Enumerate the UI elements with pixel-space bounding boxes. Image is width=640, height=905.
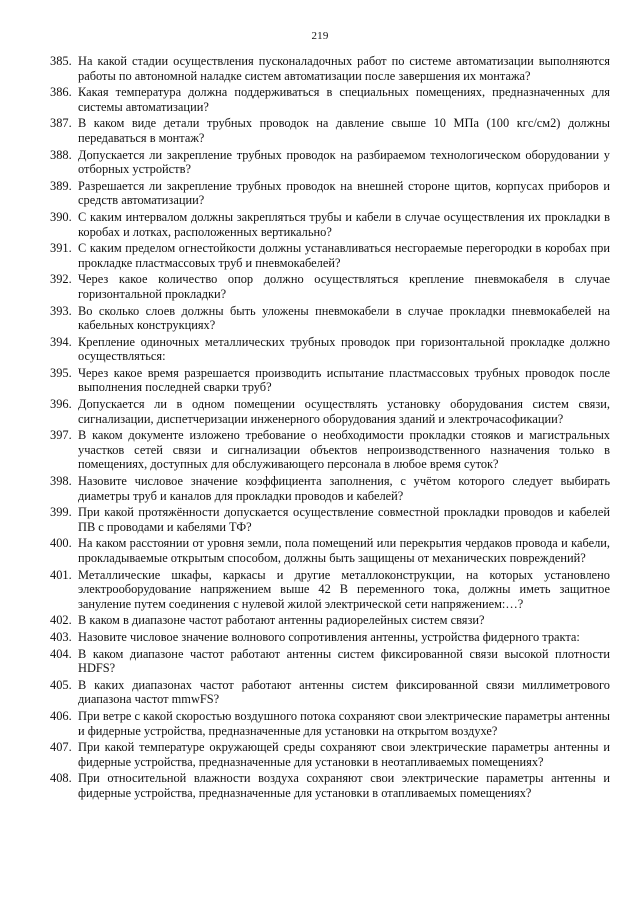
question-item	[50, 505, 610, 534]
question-number: 396.	[50, 397, 72, 412]
question-number: 400.	[50, 536, 72, 551]
question-text: Металлические шкафы, каркасы и другие металлоконструкции, на которых установлено электрооборудование напряжением выше 42 В переменного тока, должны иметь защитное зануление путем соединения с нулевой жилой электрической сети напряжением:…?	[78, 567, 610, 611]
question-number: 405.	[50, 677, 72, 692]
question-text: Во сколько слоев должны быть уложены пневмокабели в случае прокладки пневмокабелей на кабельных конструкциях?	[78, 303, 610, 333]
question-number: 407.	[50, 740, 72, 755]
question-number: 399.	[50, 505, 72, 520]
question-item	[50, 771, 610, 800]
question-item	[50, 179, 610, 208]
question-number: 387.	[50, 116, 72, 131]
question-text: При ветре с какой скоростью воздушного потока сохраняют свои электрические параметры антенны и фидерные устройства, предназначенные для установки на открытом воздухе?	[78, 708, 610, 738]
question-number: 390.	[50, 209, 72, 224]
question-item	[50, 54, 610, 83]
question-item	[50, 678, 610, 707]
question-item	[50, 304, 610, 333]
question-number: 397.	[50, 428, 72, 443]
question-text: В каком в диапазоне частот работают антенны радиорелейных систем связи?	[78, 613, 485, 628]
question-number: 391.	[50, 241, 72, 256]
page-number: 219	[311, 30, 329, 42]
question-number: 385.	[50, 54, 72, 68]
question-number: 398.	[50, 474, 72, 489]
question-number: 408.	[50, 771, 72, 786]
question-item	[50, 568, 610, 612]
question-text: В каком документе изложено требование о необходимости прокладки стояков и магистральных участков сетей связи и сигнализации объектов непроизводственного назначения только в помещениях, доступных для обслуживающего персонала в любое время суток?	[78, 428, 610, 472]
question-item	[50, 272, 610, 301]
question-number: 402.	[50, 613, 72, 628]
question-text: При какой температуре окружающей среды сохраняют свои электрические параметры антенны и фидерные устройства, предназначенные для установки в неотапливаемых помещениях?	[78, 740, 610, 769]
question-item	[50, 613, 610, 628]
question-text: При какой протяжённости допускается осуществление совместной прокладки проводов и кабелей ПВ с проводами и кабелями ТФ?	[78, 505, 610, 534]
question-text: Через какое время разрешается производить испытание пластмассовых трубных проводок после выполнения последней сварки труб?	[78, 365, 610, 395]
question-text: Какая температура должна поддерживаться в специальных помещениях, предназначенных для системы автоматизации?	[78, 85, 610, 114]
question-text: В каком диапазоне частот работают антенны систем фиксированной связи высокой плотности HDFS?	[78, 646, 610, 676]
question-item	[50, 428, 610, 472]
question-text: Крепление одиночных металлических трубных проводок при горизонтальной прокладке должно осуществляться:	[78, 334, 610, 364]
question-text: В каких диапазонах частот работают антенны систем фиксированной связи миллиметрового диапазона частот mmwFS?	[78, 677, 610, 707]
question-text: На какой стадии осуществления пусконаладочных работ по системе автоматизации выполняются работы по автономной наладке систем автоматизации после завершения их монтажа?	[78, 54, 610, 83]
question-text: С каким интервалом должны закрепляться трубы и кабели в случае осуществления их прокладки в коробах и лотках, расположенных вертикально?	[78, 209, 610, 239]
question-item	[50, 116, 610, 145]
question-item	[50, 740, 610, 769]
question-text: Назовите числовое значение коэффициента заполнения, с учётом которого следует выбирать диаметры труб и каналов для прокладки проводов и кабелей?	[78, 474, 610, 503]
question-item	[50, 85, 610, 114]
question-number: 386.	[50, 85, 72, 100]
question-number: 388.	[50, 147, 72, 162]
question-number: 401.	[50, 567, 72, 582]
question-number: 393.	[50, 303, 72, 318]
question-number: 392.	[50, 272, 72, 287]
question-text: С каким пределом огнестойкости должны устанавливаться несгораемые перегородки в коробах при прокладке пластмассовых труб и пневмокабелей?	[78, 241, 610, 270]
question-number: 404.	[50, 646, 72, 661]
question-text: Назовите числовое значение волнового сопротивления антенны, устройства фидерного тракта:	[78, 629, 580, 644]
question-number: 403.	[50, 629, 72, 644]
question-item	[50, 366, 610, 395]
question-item	[50, 536, 610, 565]
question-item	[50, 241, 610, 270]
question-item	[50, 709, 610, 738]
question-item	[50, 630, 610, 645]
question-text: Допускается ли в одном помещении осуществлять установку оборудования систем связи, сигнализации, диспетчеризации инженерного оборудования зданий и электрочасофикации?	[78, 397, 610, 426]
question-number: 389.	[50, 178, 72, 193]
question-item	[50, 397, 610, 426]
question-item	[50, 210, 610, 239]
question-text: В каком виде детали трубных проводок на давление свыше 10 МПа (100 кгс/см2) должны передаваться в монтаж?	[78, 116, 610, 145]
question-item	[50, 148, 610, 177]
question-number: 395.	[50, 365, 72, 380]
question-item	[50, 335, 610, 364]
question-text: При относительной влажности воздуха сохраняют свои электрические параметры антенны и фидерные устройства, предназначенные для установки в отапливаемых помещениях?	[78, 771, 610, 800]
question-number: 406.	[50, 708, 72, 723]
question-item	[50, 474, 610, 503]
question-number: 394.	[50, 334, 72, 349]
question-text: Разрешается ли закрепление трубных проводок на внешней стороне щитов, корпусах приборов и средств автоматизации?	[78, 178, 610, 208]
question-text: На каком расстоянии от уровня земли, пола помещений или перекрытия чердаков провода и кабели, прокладываемые открытым способом, должны быть защищены от механических повреждений?	[78, 536, 610, 565]
question-text: Через какое количество опор должно осуществляться крепление пневмокабеля в случае горизонтальной прокладки?	[78, 272, 610, 301]
question-item	[50, 647, 610, 676]
question-list	[50, 54, 610, 803]
question-text: Допускается ли закрепление трубных проводок на разбираемом технологическом оборудовании у отборных устройств?	[78, 147, 610, 177]
